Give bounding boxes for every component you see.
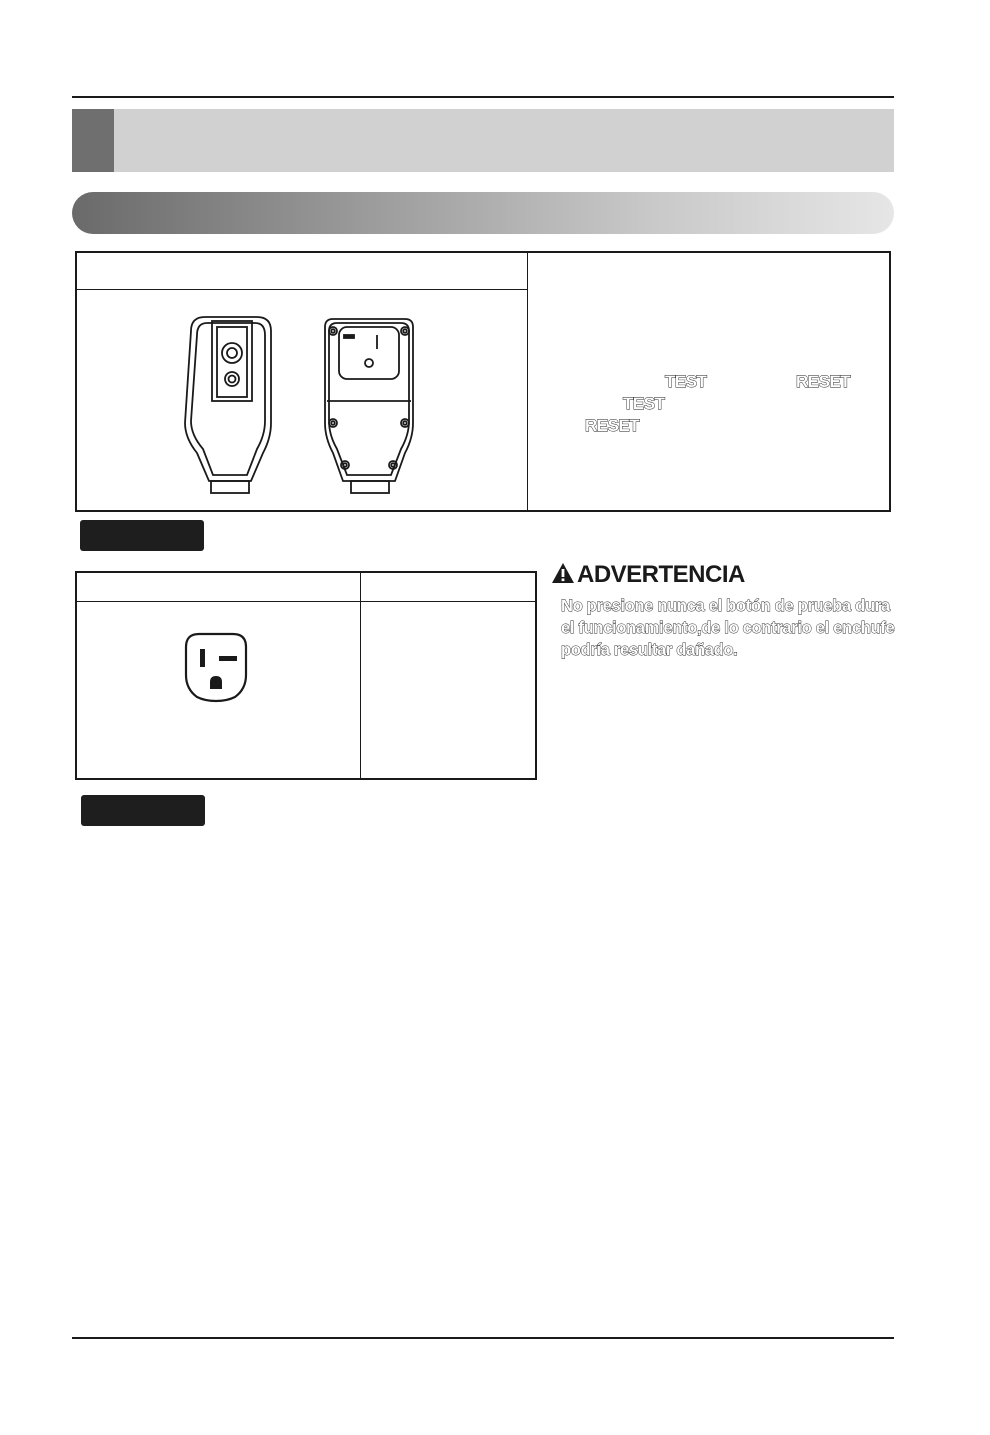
reset-button-label: RESET bbox=[796, 372, 851, 391]
test-button-label: TEST bbox=[665, 372, 707, 391]
title-bar bbox=[72, 109, 894, 172]
outlet-receptacle-icon bbox=[183, 631, 249, 703]
warning-triangle-icon bbox=[551, 562, 575, 584]
title-tab-marker bbox=[72, 109, 114, 172]
reset-button-label-2: RESET bbox=[585, 416, 640, 435]
plug-description-table bbox=[75, 251, 891, 512]
table-divider-vertical bbox=[360, 573, 361, 778]
outlet-table bbox=[75, 571, 537, 780]
warning-text bbox=[561, 595, 901, 661]
header-rule bbox=[72, 96, 894, 98]
section-label-box bbox=[80, 520, 204, 551]
warning-title: ADVERTENCIA bbox=[577, 561, 745, 588]
warning-heading bbox=[551, 561, 745, 589]
table-divider-horizontal bbox=[77, 289, 528, 290]
table-divider-vertical bbox=[527, 253, 528, 510]
table-divider-horizontal bbox=[77, 601, 535, 602]
plug-front-view bbox=[185, 317, 271, 493]
test-button-label-2: TEST bbox=[623, 394, 665, 413]
section-label-box bbox=[81, 795, 205, 826]
footer-rule bbox=[72, 1337, 894, 1339]
plug-back-view bbox=[325, 319, 413, 493]
section-bar bbox=[72, 192, 894, 234]
plug-illustration bbox=[177, 313, 417, 503]
warning-line: No presione nunca el botón de prueba dura bbox=[561, 597, 890, 615]
warning-line: podría resultar dañado. bbox=[561, 641, 738, 659]
warning-line: el funcionamiento,de lo contrario el enchufe bbox=[561, 619, 895, 637]
